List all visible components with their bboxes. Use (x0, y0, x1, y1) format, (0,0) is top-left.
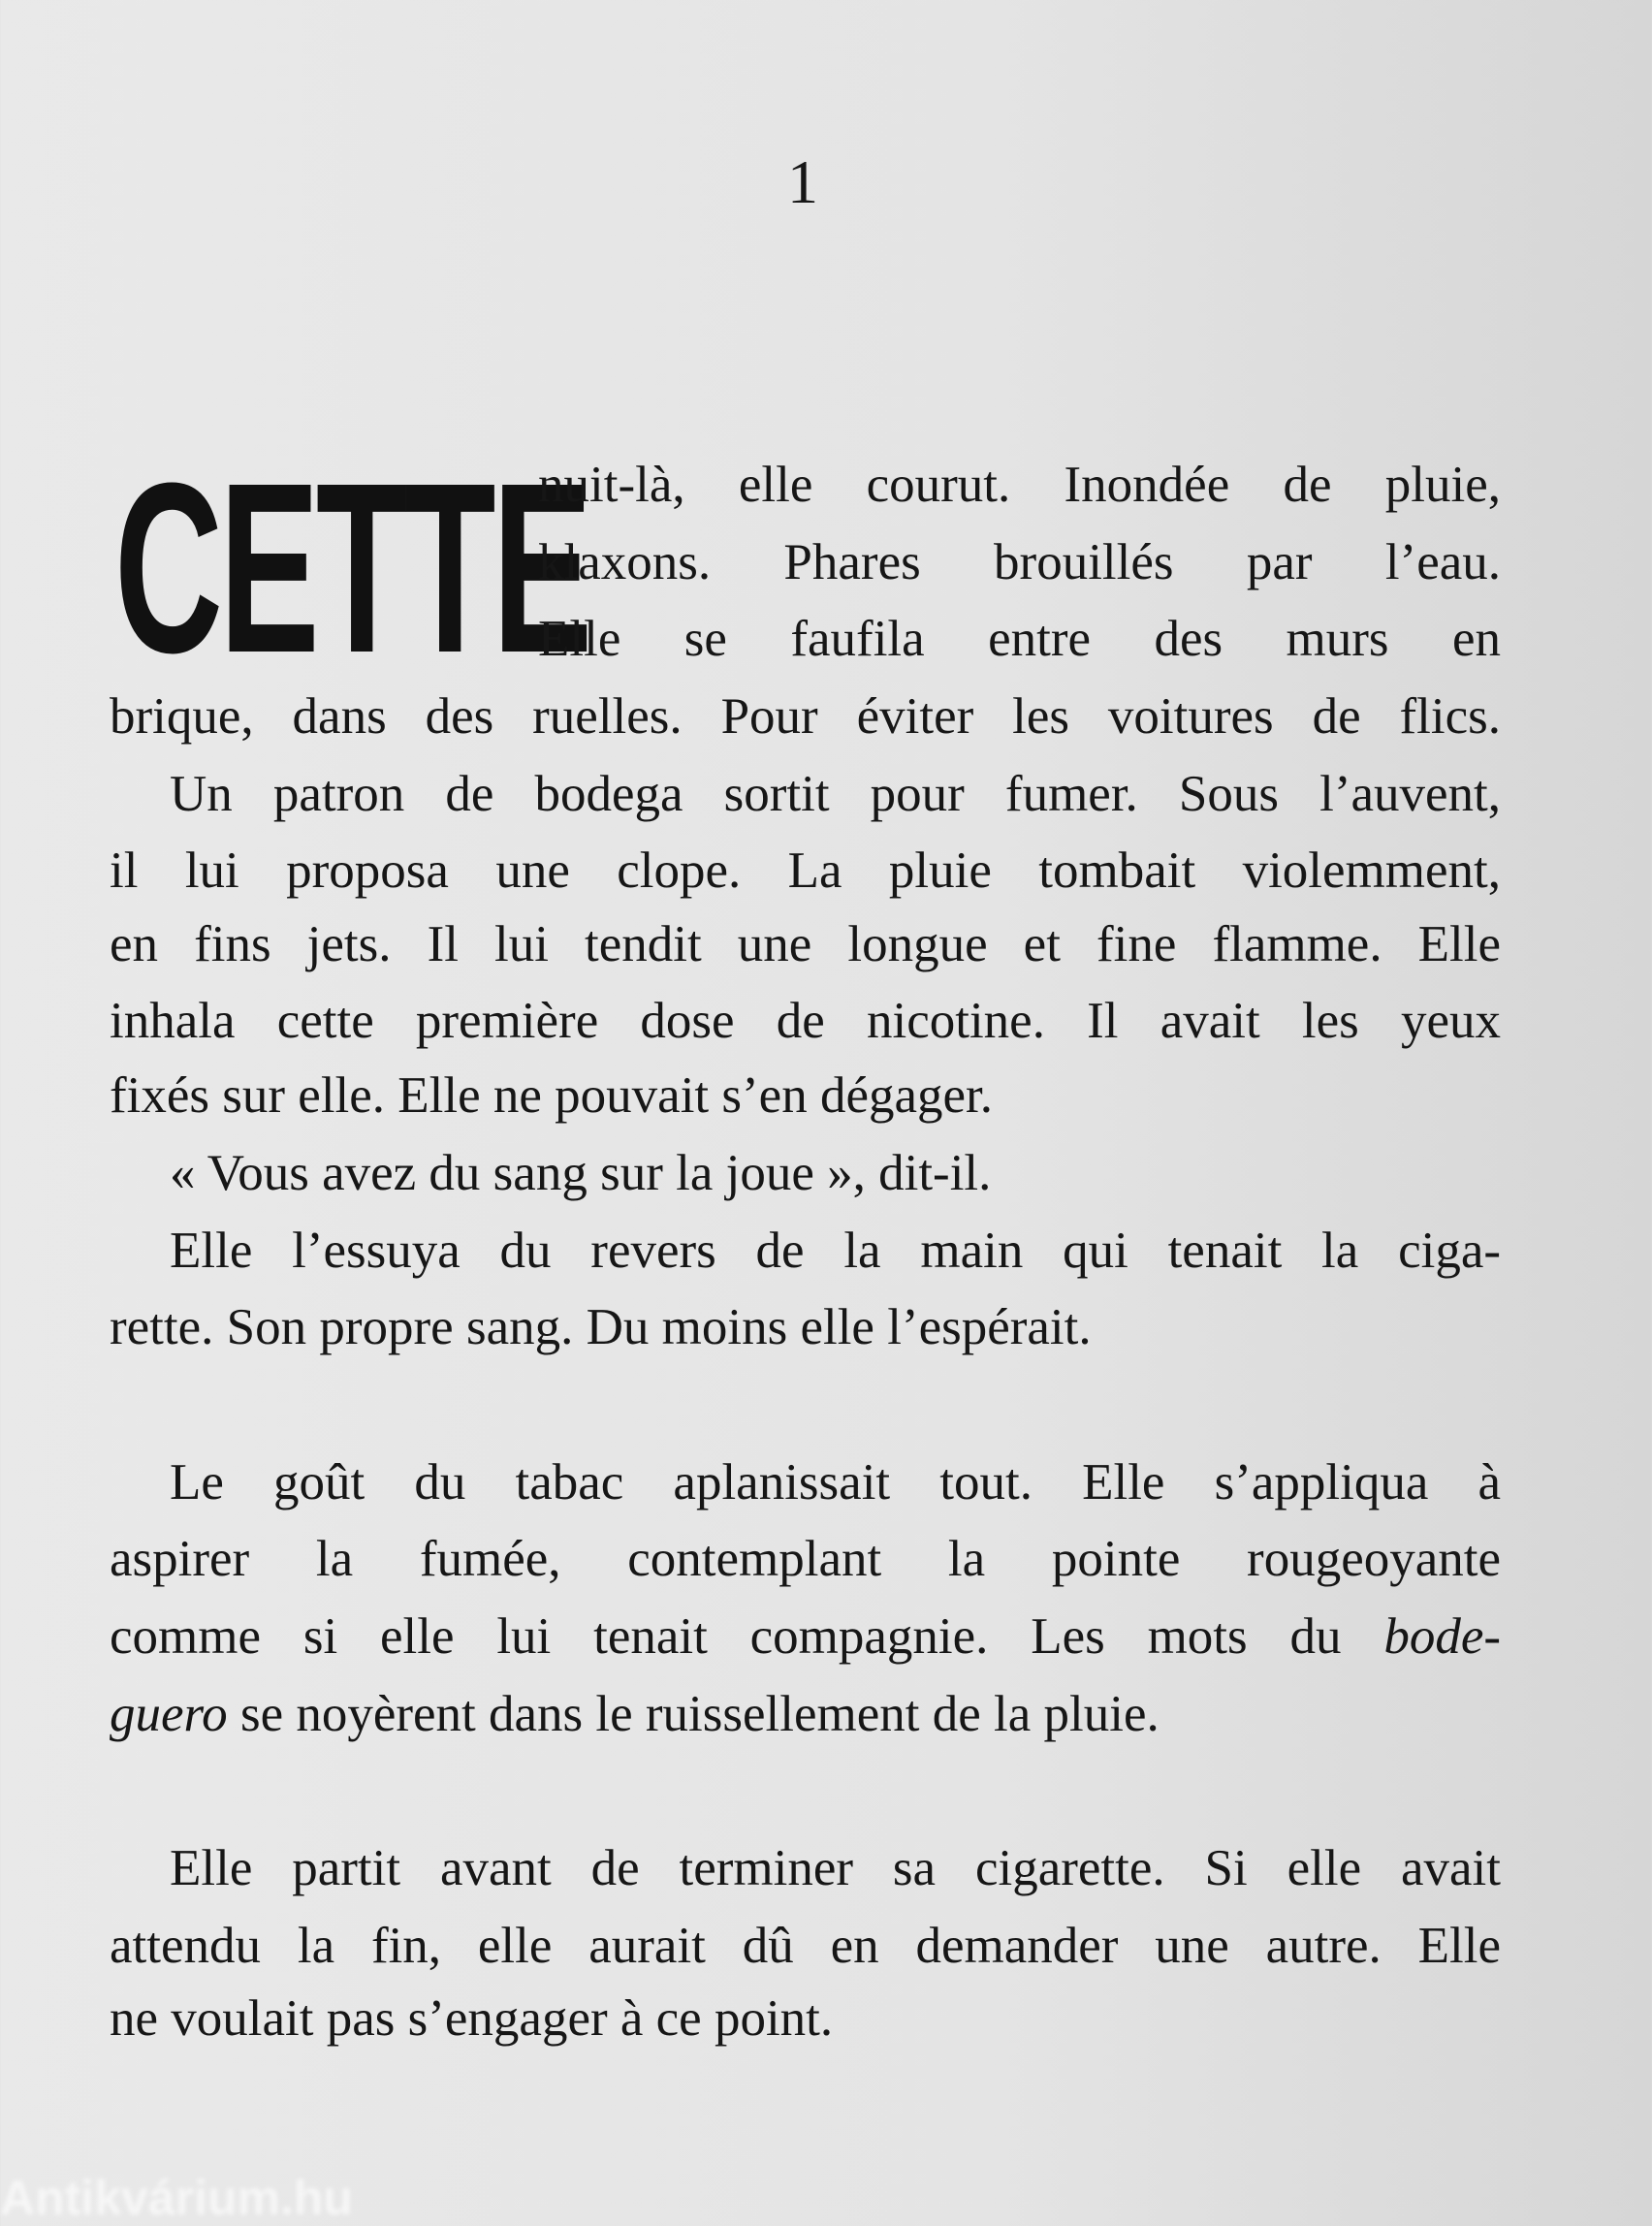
line-text: en fins jets. Il lui tendit une longue et fine flamme. Elle (110, 916, 1501, 972)
text-line (110, 1676, 1501, 1752)
line-text: comme si elle lui tenait compagnie. Les mots du (110, 1608, 1342, 1665)
text-line (110, 1981, 1501, 2056)
line-text: il lui proposa une clope. La pluie tombait violemment, (110, 843, 1501, 899)
line-text: Un patron de bodega sortit pour fumer. Sous l’auvent, (170, 766, 1501, 822)
line-text: Elle partit avant de terminer sa cigarette. Si elle avait (170, 1840, 1501, 1896)
text-line (110, 1135, 1501, 1211)
drop-cap-word: CETTE (114, 432, 589, 703)
italic-word: bode- (1383, 1608, 1501, 1665)
line-text: klaxons. Phares brouillés par l’eau. (538, 534, 1501, 590)
text-line (110, 1908, 1501, 1984)
line-text: fixés sur elle. Elle ne pouvait s’en dégager. (110, 1067, 993, 1124)
text-line (110, 1289, 1501, 1365)
text-line (110, 1213, 1501, 1288)
text-line (110, 1445, 1501, 1520)
text-line (110, 679, 1501, 754)
text-line (110, 1521, 1501, 1597)
text-line (110, 1599, 1501, 1674)
line-text: ne voulait pas s’engager à ce point. (110, 1990, 834, 2047)
watermark: Antikvárium.hu (0, 2171, 353, 2225)
text-line (110, 833, 1501, 908)
line-text: Elle se faufila entre des murs en (538, 611, 1501, 667)
text-line (110, 906, 1501, 982)
line-text: aspirer la fumée, contemplant la pointe rougeoyante (110, 1531, 1501, 1587)
line-text: Elle l’essuya du revers de la main qui tenait la ciga- (170, 1223, 1501, 1279)
text-line (110, 1830, 1501, 1906)
italic-word: guero (110, 1686, 228, 1742)
text-line (110, 1058, 1501, 1133)
text-line (110, 983, 1501, 1059)
line-text: Le goût du tabac aplanissait tout. Elle s’appliqua à (170, 1454, 1501, 1510)
line-text: attendu la fin, elle aurait dû en demander une autre. Elle (110, 1918, 1501, 1974)
line-text: nuit-là, elle courut. Inondée de pluie, (538, 457, 1501, 513)
text-line (538, 447, 1501, 523)
text-line (538, 601, 1501, 677)
line-text: se noyèrent dans le ruissellement de la pluie. (239, 1686, 1160, 1742)
line-text: rette. Son propre sang. Du moins elle l’espérait. (110, 1299, 1092, 1355)
text-line (538, 525, 1501, 600)
line-text: brique, dans des ruelles. Pour éviter les voitures de flics. (110, 688, 1501, 745)
line-text: « Vous avez du sang sur la joue », dit-il. (170, 1145, 992, 1201)
line-text: inhala cette première dose de nicotine. Il avait les yeux (110, 993, 1501, 1049)
chapter-number: 1 (787, 147, 818, 216)
text-line (110, 756, 1501, 832)
